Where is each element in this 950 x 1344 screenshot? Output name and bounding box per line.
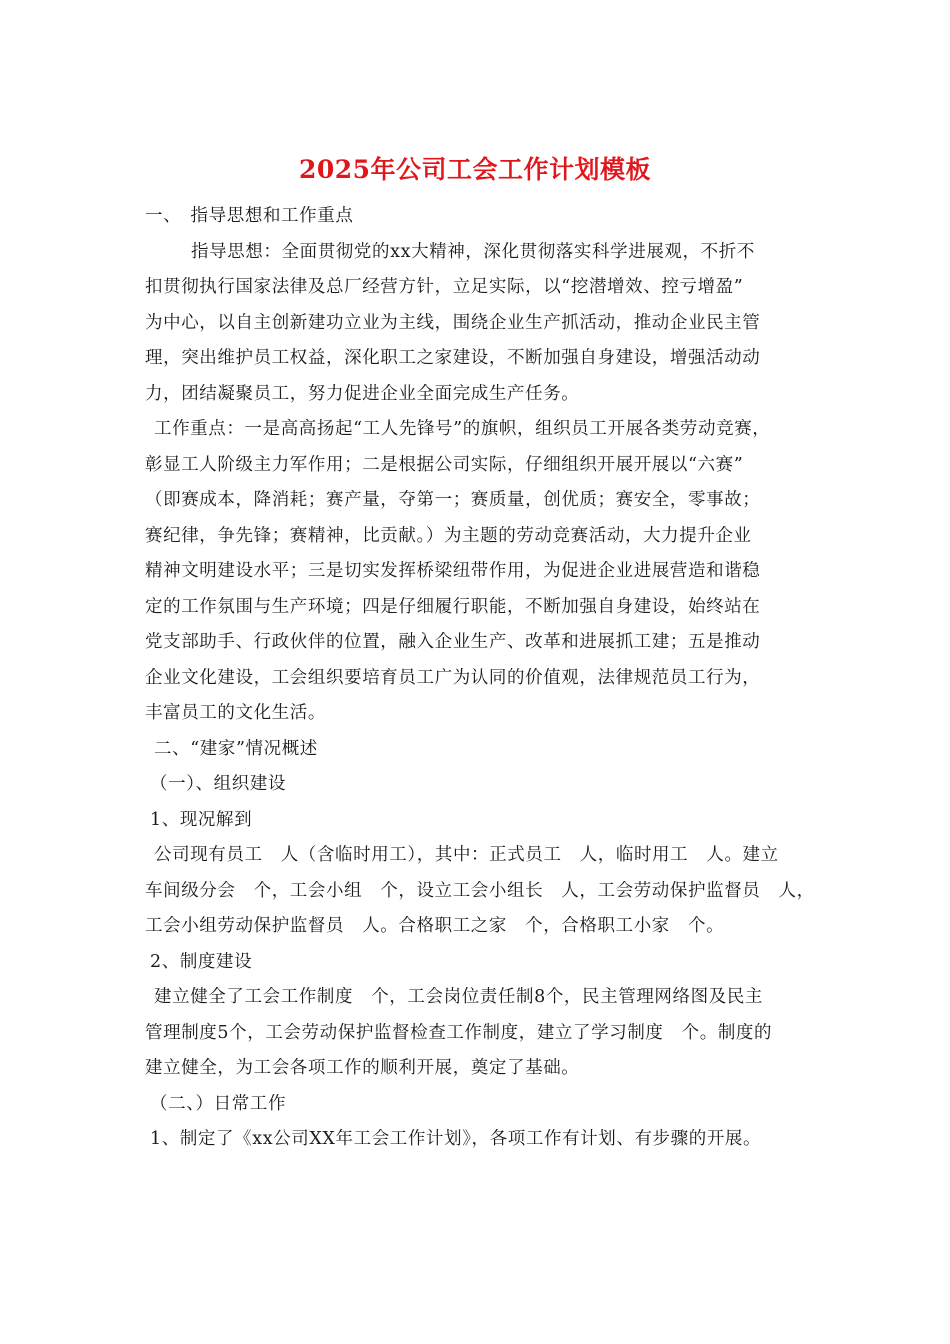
text-line: （二、）日常工作 [150, 1093, 287, 1114]
text-line: 为中心，以自主创新建功立业为主线，围绕企业生产抓活动，推动企业民主管 [145, 312, 761, 333]
text-line: 1、现况解到 [150, 809, 253, 830]
text-line: 一、 指导思想和工作重点 [145, 206, 354, 226]
document-title: 2025年公司工会工作计划模板 [298, 155, 652, 184]
text-line: 工作重点：一是高高扬起“工人先锋号”的旗帜，组织员工开展各类劳动竞赛， [154, 419, 771, 439]
text-line: 定的工作氛围与生产环境；四是仔细履行职能，不断加强自身建设，始终站在 [145, 596, 761, 617]
text-line: 1、制定了《xx公司XX年工会工作计划》，各项工作有计划、有步骤的开展。 [150, 1129, 762, 1149]
text-line: 二、“建家”情况概述 [154, 738, 318, 759]
text-line: 党支部助手、行政伙伴的位置，融入企业生产、改革和进展抓工建；五是推动 [145, 632, 761, 652]
text-line: 扣贯彻执行国家法律及总厂经营方针，立足实际，以“挖潜增效、控亏增盈” [145, 277, 744, 297]
text-line: 2、制度建设 [150, 951, 253, 972]
text-line: 赛纪律，争先锋；赛精神，比贡献。）为主题的劳动竞赛活动，大力提升企业 [145, 525, 752, 546]
text-line: （即赛成本，降消耗；赛产量，夺第一；赛质量，创优质；赛安全，零事故； [145, 490, 761, 510]
text-line: 企业文化建设，工会组织要培育员工广为认同的价值观，法律规范员工行为， [145, 667, 761, 688]
text-line: 彰显工人阶级主力军作用；二是根据公司实际，仔细组织开展开展以“六赛” [145, 454, 744, 475]
text-line: 力，团结凝聚员工，努力促进企业全面完成生产任务。 [145, 383, 580, 404]
text-line: 理，突出维护员工权益，深化职工之家建设，不断加强自身建设，增强活动动 [145, 348, 761, 368]
text-line: 指导思想：全面贯彻党的xx大精神，深化贯彻落实科学进展观，不折不 [191, 241, 755, 262]
text-line: 工会小组劳动保护监督员 人。合格职工之家 个，合格职工小家 个。 [145, 916, 725, 936]
document-body [145, 199, 825, 1158]
text-line: 公司现有员工 人（含临时用工），其中：正式员工 人，临时用工 人。建立 [154, 845, 779, 865]
text-line: 丰富员工的文化生活。 [145, 703, 326, 723]
text-line: 建立健全了工会工作制度 个，工会岗位责任制8个，民主管理网络图及民主 [154, 987, 764, 1007]
text-line: 车间级分会 个，工会小组 个，设立工会小组长 人，工会劳动保护监督员 人， [145, 880, 815, 901]
text-line: （一）、组织建设 [150, 774, 287, 794]
text-line: 精神文明建设水平；三是切实发挥桥梁纽带作用，为促进企业进展营造和谐稳 [145, 561, 761, 581]
text-line: 管理制度5个，工会劳动保护监督检查工作制度，建立了学习制度 个。制度的 [145, 1022, 773, 1043]
text-line: 建立健全，为工会各项工作的顺利开展，奠定了基础。 [145, 1058, 580, 1078]
